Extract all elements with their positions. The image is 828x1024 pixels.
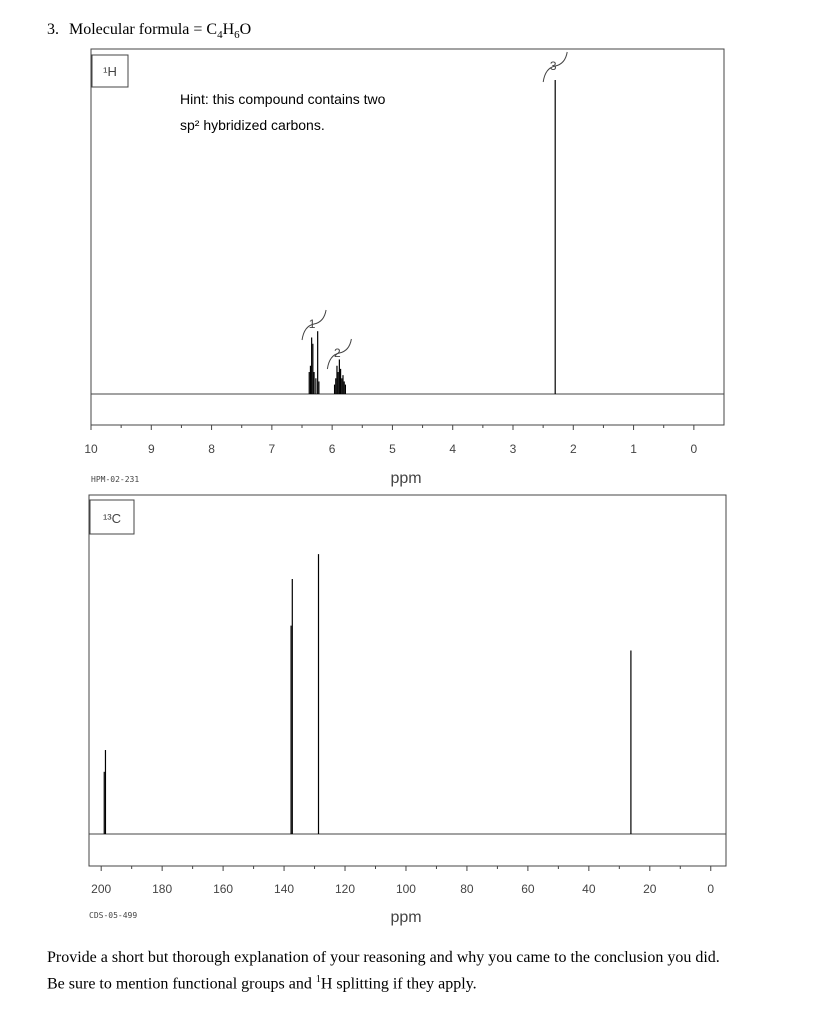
h-integral-label: 1	[308, 317, 316, 331]
c-tick-label: 100	[395, 882, 416, 896]
formula-part: O	[239, 21, 252, 38]
h-tick-label: 10	[84, 442, 98, 456]
c-x-axis-label: ppm	[390, 909, 422, 926]
c-nucleus-label: ¹³C	[102, 511, 122, 526]
hint-line-2: sp² hybridized carbons.	[180, 117, 325, 133]
h-tick-label: 3	[509, 442, 517, 456]
formula-part: 6	[234, 29, 240, 42]
h-tick-label: 7	[268, 442, 276, 456]
h-peaks	[309, 80, 555, 394]
c-tick-label: 120	[335, 882, 356, 896]
c-tick-label: 60	[521, 882, 535, 896]
question-number: 3.	[47, 21, 59, 38]
instructions-line-1: Provide a short but thorough explanation of your reasoning and why you came to the conclusion you did.	[47, 949, 720, 966]
h-nucleus-label: ¹H	[103, 64, 117, 79]
h-tick-label: 1	[630, 442, 637, 456]
c-tick-label: 80	[460, 882, 474, 896]
c-peaks	[104, 554, 631, 834]
h-tick-label: 0	[690, 442, 698, 456]
h-tick-label: 6	[328, 442, 336, 456]
formula-part: H	[222, 21, 235, 38]
c-tick-label: 200	[91, 882, 112, 896]
instructions-sup: 1	[315, 974, 321, 985]
hint-line-1: Hint: this compound contains two	[180, 91, 386, 107]
c-tick-label: 20	[643, 882, 657, 896]
instructions-line-2-prefix: Be sure to mention functional groups and	[47, 975, 316, 993]
h-tick-label: 2	[569, 442, 577, 456]
c-tick-label: 40	[582, 882, 596, 896]
instructions-line-2-suffix: H splitting if they apply.	[320, 975, 477, 993]
c-tick-label: 140	[274, 882, 295, 896]
h-x-ticks	[84, 425, 697, 456]
h-tick-label: 8	[208, 442, 215, 456]
formula-part: C	[206, 21, 218, 38]
c-x-ticks	[91, 866, 714, 896]
c-nmr-spectrum	[89, 495, 726, 926]
c-tick-label: 160	[213, 882, 234, 896]
h-tick-label: 5	[389, 442, 396, 456]
formula-part: 4	[217, 29, 223, 42]
c-tick-label: 180	[152, 882, 173, 896]
instructions	[47, 947, 787, 995]
question-label: Molecular formula =	[69, 21, 207, 38]
c-spectrum-code: CDS-05-499	[89, 911, 138, 920]
h-tick-label: 9	[147, 442, 155, 456]
h-nmr-spectrum	[84, 49, 724, 487]
c-tick-label: 0	[707, 882, 715, 896]
h-integral-label: 2	[334, 346, 341, 360]
h-x-axis-label: ppm	[390, 470, 422, 487]
h-integral-label: 3	[549, 59, 557, 73]
h-spectrum-code: HPM-02-231	[91, 475, 140, 484]
instructions-line-2	[47, 969, 787, 995]
h-tick-label: 4	[449, 442, 457, 456]
